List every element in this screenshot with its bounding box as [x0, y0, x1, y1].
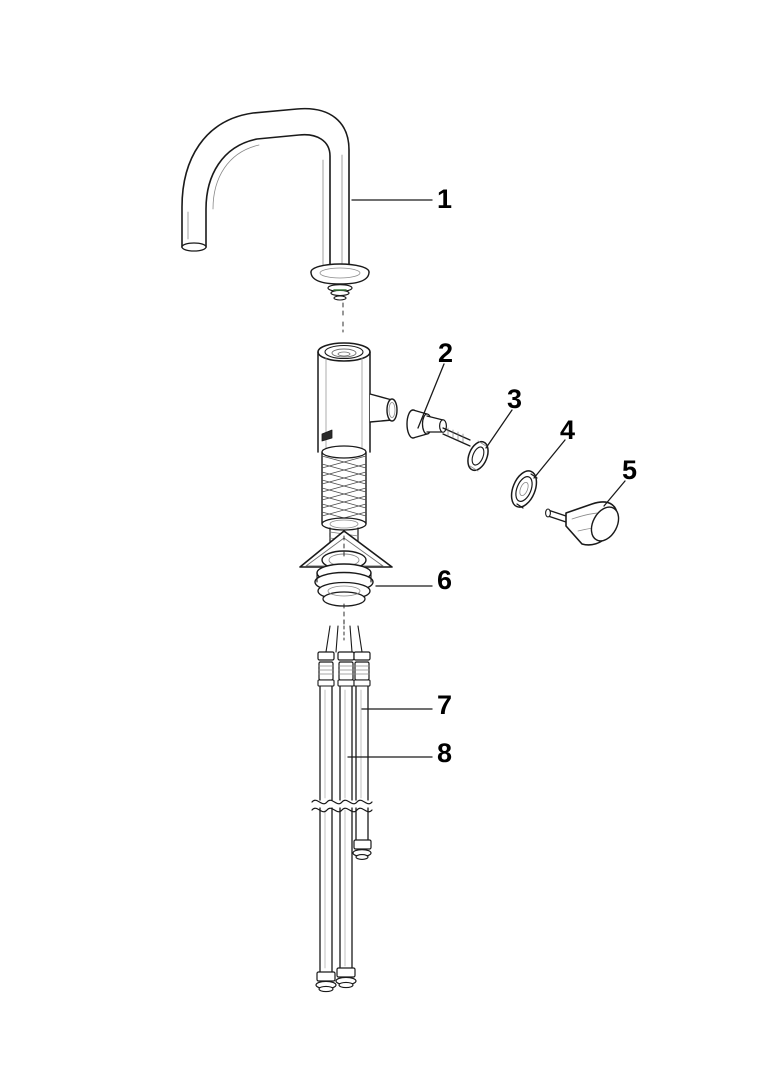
- callout-number-4: 4: [560, 415, 576, 445]
- callout-number-6: 6: [437, 565, 453, 595]
- part-cartridge-stem: [407, 410, 470, 446]
- callout-number-3: 3: [507, 384, 523, 414]
- part-valve-body: [318, 343, 397, 552]
- leader-line-3: [486, 410, 512, 448]
- callout-leader-lines: [348, 200, 625, 757]
- callout-number-5: 5: [622, 455, 638, 485]
- callout-number-7: 7: [437, 690, 453, 720]
- part-retaining-ring: [464, 439, 492, 474]
- leader-line-4: [534, 440, 565, 478]
- callout-number-1: 1: [437, 184, 453, 214]
- part-supply-hoses: [312, 620, 372, 992]
- callout-number-8: 8: [437, 738, 453, 768]
- callout-number-2: 2: [438, 338, 454, 368]
- part-spout-tube: [182, 109, 369, 332]
- part-mounting-bracket: [300, 531, 392, 628]
- part-escutcheon-ring: [507, 467, 542, 510]
- part-lever-handle: [546, 502, 624, 546]
